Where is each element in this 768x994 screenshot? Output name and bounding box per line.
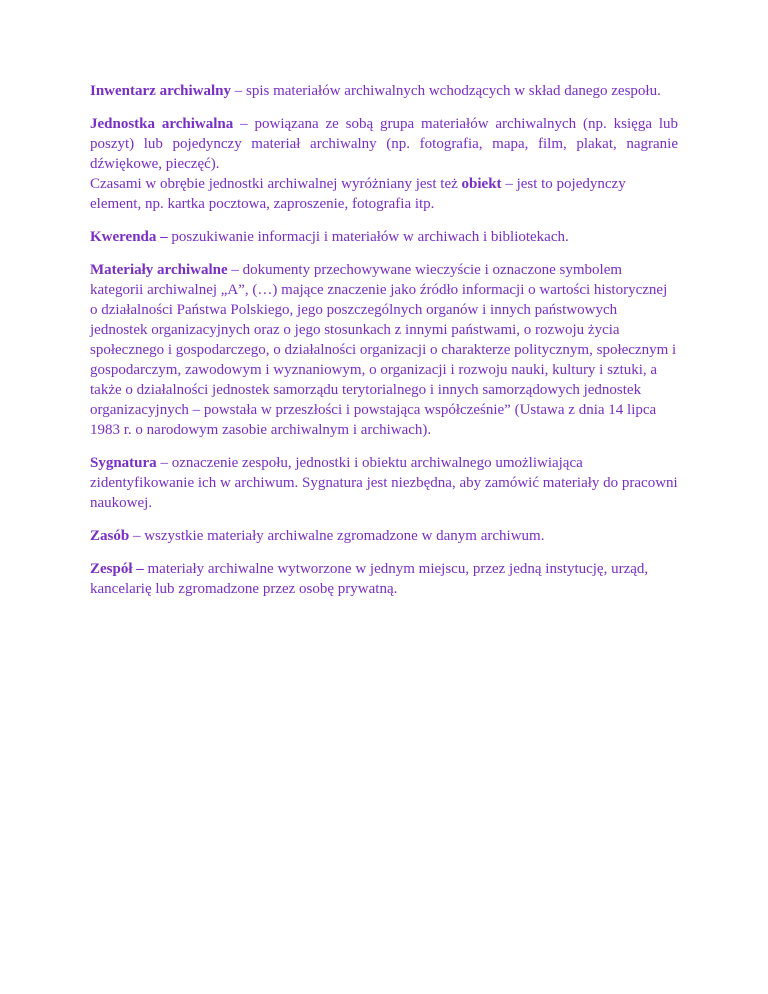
entry-paragraph [90,114,678,174]
glossary-document [90,81,678,612]
definition-text: spis materiałów archiwalnych wchodzących w skład danego zespołu. [245,83,661,99]
term-separator: – [227,262,243,278]
entry-jednostka-archiwalna [90,114,678,214]
term-separator: – [129,528,145,544]
entry-sygnatura [90,453,678,513]
term-label: Zespół – [90,561,144,577]
entry-paragraph [90,81,678,101]
definition-text: wszystkie materiały archiwalne zgromadzone w danym archiwum. [144,528,545,544]
term-label: Jednostka archiwalna [90,116,234,132]
term-label: Inwentarz archiwalny [90,83,231,99]
term-separator: – [230,83,246,99]
extra-bold-term: obiekt [461,176,502,192]
term-label: Kwerenda – [90,229,168,245]
definition-text: dokumenty przechowywane wieczyście i oznaczone symbolem kategorii archiwalnej „A”, (…) mające znaczenie jako źródło informacji o wartości historycznej o działalności Państwa Polskiego, jego poszczególnych organów i innych państwowych jednostek organizacyjnych oraz o jego stosunkach z innymi państwami, o rozwoju życia społecznego i gospodarczego, o działalności organizacji o charakterze politycznym, społecznym i gospodarczym, zawodowym i wyznaniowym, o organizacji i rozwoju nauki, kultury i sztuki, a także o działalności jednostek samorządu terytorialnego i innych samorządowych jednostek organizacyjnych – powstała w przeszłości i powstająca współcześnie” (Ustawa z dnia 14 lipca 1983 r. o narodowym zasobie archiwalnym i archiwach). [90,262,677,438]
entry-paragraph [90,526,678,546]
extra-text-before: Czasami w obrębie jednostki archiwalnej wyróżniany jest też [90,176,462,192]
term-label: Materiały archiwalne [90,262,228,278]
entry-kwerenda [90,227,678,247]
definition-text: poszukiwanie informacji i materiałów w archiwach i bibliotekach. [171,229,569,245]
extra-text-after: – jest to pojedynczy element, np. kartka pocztowa, zaproszenie, fotografia itp. [90,176,626,212]
entry-paragraph [90,453,678,513]
entry-extra-paragraph [90,174,678,214]
term-separator: – [233,116,255,132]
term-label: Zasób [90,528,130,544]
entry-paragraph [90,227,678,247]
definition-text: materiały archiwalne wytworzone w jednym miejscu, przez jedną instytucję, urząd, kancelarię lub zgromadzone przez osobę prywatną. [90,561,649,597]
term-separator: – [156,455,172,471]
entry-paragraph [90,260,678,440]
entry-materialy-archiwalne [90,260,678,440]
entry-zasob [90,526,678,546]
definition-text: powiązana ze sobą grupa materiałów archiwalnych (np. księga lub poszyt) lub pojedynczy materiał archiwalny (np. fotografia, mapa, film, plakat, nagranie dźwiękowe, pieczęć). [90,116,679,172]
entry-inwentarz-archiwalny [90,81,678,101]
definition-text: oznaczenie zespołu, jednostki i obiektu archiwalnego umożliwiająca zidentyfikowanie ich w archiwum. Sygnatura jest niezbędna, aby zamówić materiały do pracowni naukowej. [90,455,678,511]
entry-zespol [90,559,678,599]
term-label: Sygnatura [90,455,157,471]
entry-paragraph [90,559,678,599]
